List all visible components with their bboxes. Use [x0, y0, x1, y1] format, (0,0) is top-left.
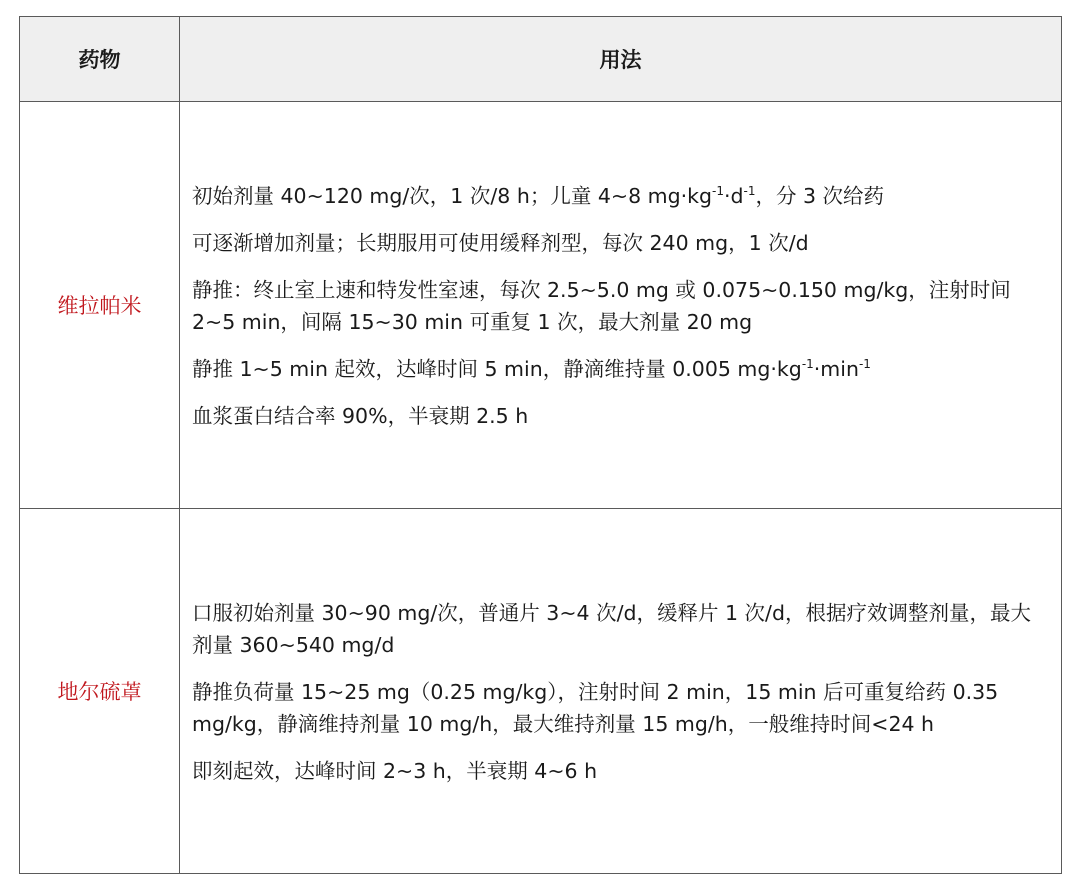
drug-usage-table-container [19, 16, 1061, 874]
usage-cell-diltiazem [180, 509, 1062, 874]
superscript: -1 [712, 183, 724, 198]
superscript: -1 [801, 356, 814, 371]
usage-text: 静推 1~5 min 起效，达峰时间 5 min，静滴维持量 0.005 mg·kg [192, 356, 802, 381]
usage-text: ·min [813, 356, 859, 381]
superscript: -1 [743, 183, 756, 198]
usage-line: 口服初始剂量 30~90 mg/次，普通片 3~4 次/d，缓释片 1 次/d，根据疗效调整剂量，最大剂量 360~540 mg/d [192, 600, 1031, 657]
usage-line: 即刻起效，达峰时间 2~3 h，半衰期 4~6 h [192, 758, 598, 783]
drug-usage-table [19, 16, 1062, 874]
table-row [20, 102, 1062, 509]
usage-text: ，分 3 次给药 [755, 183, 885, 208]
usage-text: ·d [723, 183, 744, 208]
usage-line [192, 346, 1049, 393]
table-row [20, 509, 1062, 874]
header-usage: 用法 [180, 17, 1062, 102]
header-drug: 药物 [20, 17, 180, 102]
usage-line: 可逐渐增加剂量；长期服用可使用缓释剂型，每次 240 mg，1 次/d [192, 230, 809, 255]
table-header-row [20, 17, 1062, 102]
superscript: -1 [858, 356, 871, 371]
usage-text: 初始剂量 40~120 mg/次，1 次/8 h；儿童 4~8 mg·kg [192, 183, 713, 208]
usage-cell-verapamil [180, 102, 1062, 509]
usage-line: 静推负荷量 15~25 mg（0.25 mg/kg），注射时间 2 min，15 min 后可重复给药 0.35 mg/kg，静滴维持剂量 10 mg/h，最大维持剂量 15 mg/h，一般维持时间<24 h [192, 679, 999, 736]
drug-name-diltiazem: 地尔硫䓬 [20, 509, 180, 874]
drug-name-verapamil: 维拉帕米 [20, 102, 180, 509]
usage-line: 静推：终止室上速和特发性室速，每次 2.5~5.0 mg 或 0.075~0.150 mg/kg，注射时间 2~5 min，间隔 15~30 min 可重复 1 次，最大剂量 20 mg [192, 277, 1011, 334]
usage-line [192, 173, 1049, 220]
usage-line: 血浆蛋白结合率 90%，半衰期 2.5 h [192, 403, 529, 428]
